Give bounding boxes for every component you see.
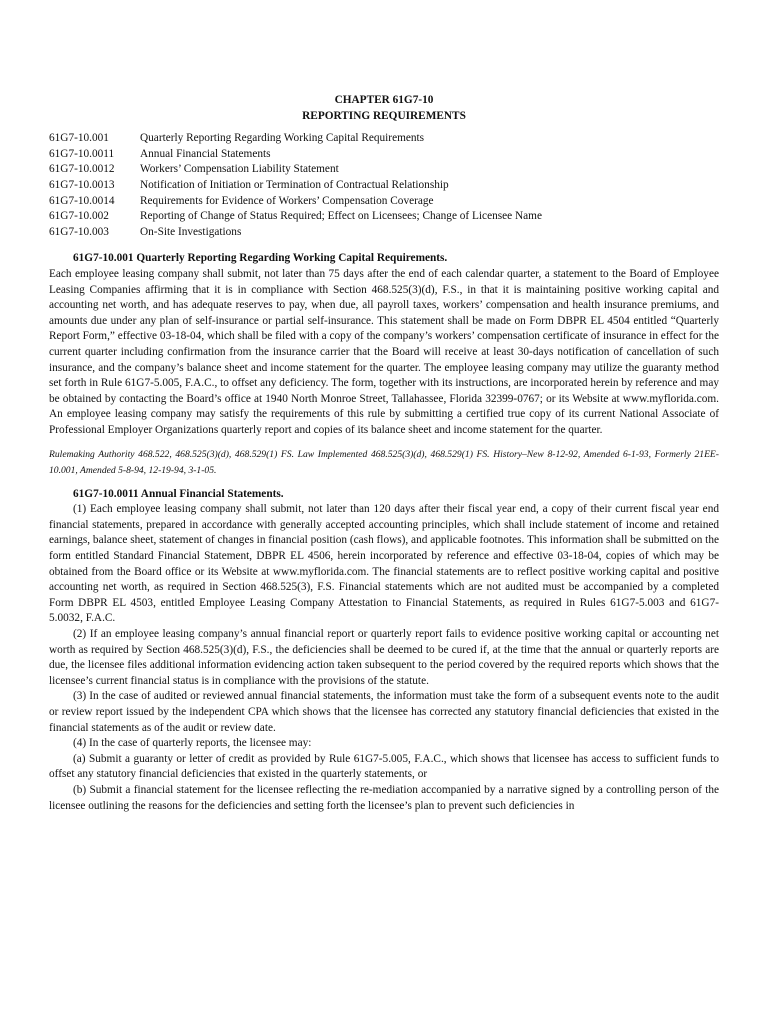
toc-number: 61G7-10.003 <box>49 225 109 238</box>
toc-number: 61G7-10.001 <box>49 132 109 145</box>
document-page <box>49 93 719 814</box>
toc-title: Annual Financial Statements <box>140 147 271 160</box>
section-001-body: Each employee leasing company shall submit, not later than 75 days after the end of each calendar quarter, a statement to the Board of Employee Leasing Companies affirming that it is in compliance with Section 468.525(3)(d), F.S., in that it is maintaining positive working capital and accounting net worth, and has adequate reserves to pay, when due, all payroll taxes, workers’ compensation and health insurance premiums, and amounts due under any plan of self-insurance or partial self-insurance. This statement shall be made on Form DBPR EL 4504 entitled “Quarterly Report Form,” effective 03-18-04, which shall be filed with a copy of the company’s workers’ compensation certificate of insurance in effect for the current quarter including confirmation from the insurance carrier that the Board will receive at least 30-days notification of cancellation of such insurance, and the company’s balance sheet and income statement for the quarter. The employee leasing company may utilize the guaranty method set forth in Rule 61G7-5.005, F.A.C., to offset any deficiency. The form, together with its instructions, are incorporated herein by reference and may be obtained by contacting the Board’s office at 1940 North Monroe Street, Tallahassee, Florida 32399-0767; or its Website at www.myflorida.com. An employee leasing company may satisfy the requirements of this rule by submitting a certified true copy of its current National Associate of Professional Employer Organizations quarterly report and copies of its balance sheet and income statement for the quarter. <box>49 267 719 436</box>
toc-title: Requirements for Evidence of Workers’ Compensation Coverage <box>140 194 434 207</box>
toc-title: On-Site Investigations <box>140 225 242 238</box>
toc-title: Quarterly Reporting Regarding Working Capital Requirements <box>140 132 425 145</box>
table-of-contents <box>49 131 719 240</box>
toc-entry <box>49 194 719 210</box>
toc-entry <box>49 209 719 225</box>
toc-entry <box>49 225 719 241</box>
toc-entry <box>49 147 719 163</box>
toc-entry <box>49 178 719 194</box>
section-0011-paragraph-3: (3) In the case of audited or reviewed annual financial statements, the information must take the form of a subsequent events note to the audit or review report issued by the independent CPA which shows that the licensee has corrected any statutory financial deficiencies that existed in the financial statements as of the audit or review date. <box>49 690 719 734</box>
section-0011-paragraph-5: (a) Submit a guaranty or letter of credit as provided by Rule 61G7-5.005, F.A.C., which shows that licensee has access to sufficient funds to offset any statutory financial deficiencies that existed in the quarterly statements, or <box>49 752 719 781</box>
toc-entry <box>49 162 719 178</box>
toc-title: Reporting of Change of Status Required; Effect on Licensees; Change of Licensee Name <box>140 210 542 223</box>
section-0011-paragraph-6: (b) Submit a financial statement for the licensee reflecting the re-mediation accompanied by a narrative signed by a controlling person of the licensee outlining the reasons for the deficiencies and setting forth the licensee’s plan to prevent such deficiencies in <box>49 783 719 812</box>
section-001-history: Rulemaking Authority 468.522, 468.525(3)(d), 468.529(1) FS. Law Implemented 468.525(3)(d), 468.529(1) FS. History–New 8-12-92, Amended 6-1-93, Formerly 21EE-10.001, Amended 5-8-94, 12-19-94, 3-1-05. <box>49 449 719 477</box>
section-001-heading: 61G7-10.001 Quarterly Reporting Regarding Working Capital Requirements. <box>73 252 448 265</box>
chapter-subtitle: REPORTING REQUIREMENTS <box>302 109 466 122</box>
toc-number: 61G7-10.0013 <box>49 178 115 191</box>
section-0011-heading: 61G7-10.0011 Annual Financial Statements. <box>73 487 284 500</box>
section-0011-paragraph-1: (1) Each employee leasing company shall submit, not later than 120 days after their fiscal year end, a copy of their current fiscal year end financial statements, prepared in accordance with generally accepted accounting principles, which shall include statement of income and retained earnings, balance sheet, statement of changes in financial position (cash flows), and applicable footnotes. This information shall be submitted on the form entitled Standard Financial Statement, DBPR EL 4506, herein incorporated by reference and effective 03-18-04, copies of which may be obtained from the Board office or its Website at www.myflorida.com. The financial statements are to reflect positive working capital and positive accounting net worth, as required in Section 468.525(3), F.S. Financial statements which are not audited must be accompanied by a completed Form DBPR EL 4503, entitled Employee Leasing Company Attestation to Financial Statements, as required in Rules 61G7-5.003 and 61G7-5.0032, F.A.C. <box>49 503 719 625</box>
chapter-title: CHAPTER 61G7-10 <box>334 94 434 106</box>
toc-number: 61G7-10.0014 <box>49 194 115 207</box>
toc-number: 61G7-10.0012 <box>49 163 115 176</box>
toc-title: Workers’ Compensation Liability Statement <box>140 163 339 176</box>
toc-title: Notification of Initiation or Termination of Contractual Relationship <box>140 178 449 191</box>
toc-number: 61G7-10.002 <box>49 210 109 223</box>
section-0011-paragraph-2: (2) If an employee leasing company’s annual financial report or quarterly report fails to evidence positive working capital or accounting net worth as required by Section 468.525(3)(d), F.S., the deficiencies shall be deemed to be cured if, at the time that the annual or quarterly reports are due, the licensee files additional information evidencing action taken subsequent to the period covered by the required reports which shows that the licensee’s current financial status is in compliance with the provisions of the statute. <box>49 628 719 687</box>
toc-number: 61G7-10.0011 <box>49 147 115 160</box>
section-0011-paragraph-4: (4) In the case of quarterly reports, the licensee may: <box>73 737 312 750</box>
toc-entry <box>49 131 719 147</box>
